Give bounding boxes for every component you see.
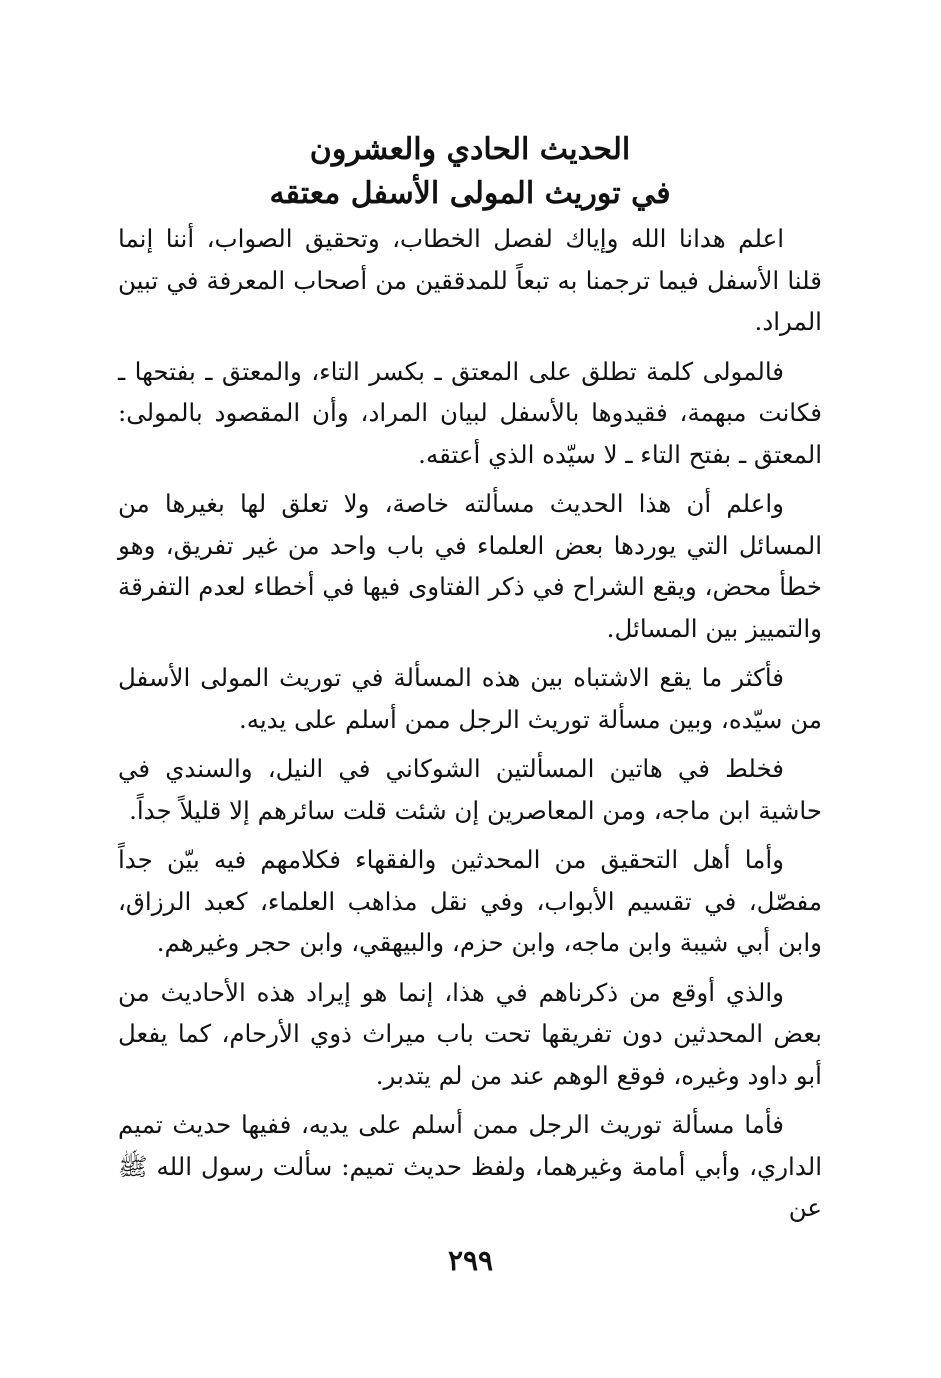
paragraph: والذي أوقع من ذكرناهم في هذا، إنما هو إيراد هذه الأحاديث من بعض المحدثين دون تفريقها تحت باب ميراث ذوي الأرحام، كما يفعل أبو داود وغيره، فوقع الوهم عند من لم يتدبر.: [118, 977, 822, 1090]
paragraph: فأما مسألة توريث الرجل ممن أسلم على يديه، ففيها حديث تميم الداري، وأبي أمامة وغيرهما، ولفظ حديث تميم: سألت رسول الله ﷺ عن: [118, 1110, 822, 1222]
paragraph: وأما أهل التحقيق من المحدثين والفقهاء فكلامهم فيه بيّن جداً مفصّل، في تقسيم الأبواب، وفي نقل مذاهب العلماء، كعبد الرزاق، وابن أبي شيبة وابن ماجه، وابن حزم، والبيهقي، وابن حجر وغيرهم.: [118, 845, 822, 957]
paragraph: واعلم أن هذا الحديث مسألته خاصة، ولا تعلق لها بغيرها من المسائل التي يوردها بعض العلماء في باب واحد من غير تفريق، وهو خطأ محض، ويقع الشراح في ذكر الفتاوى فيها في أخطاء لعدم التفرقة والتمييز بين المسائل.: [118, 489, 822, 643]
page-body: [118, 128, 822, 1237]
chapter-subtitle: في توريث المولى الأسفل معتقه: [269, 176, 671, 211]
paragraph: اعلم هدانا الله وإياك لفصل الخطاب، وتحقيق الصواب، أننا إنما قلنا الأسفل فيما ترجمنا به تبعاً للمدققين من أصحاب المعرفة في تبين المراد.: [118, 224, 822, 336]
paragraph: فالمولى كلمة تطلق على المعتق ـ بكسر التاء، والمعتق ـ بفتحها ـ فكانت مبهمة، فقيدوها بالأسفل لبيان المراد، وأن المقصود بالمولى: المعتق ـ بفتح التاء ـ لا سيّده الذي أعتقه.: [118, 356, 822, 469]
paragraph: فخلط في هاتين المسألتين الشوكاني في النيل، والسندي في حاشية ابن ماجه، ومن المعاصرين إن شئت قلت سائرهم إلا قليلاً جداً.: [118, 754, 822, 825]
chapter-title: الحديث الحادي والعشرون: [309, 132, 631, 167]
paragraph: فأكثر ما يقع الاشتباه بين هذه المسألة في توريث المولى الأسفل من سيّده، وبين مسألة توريث الرجل ممن أسلم على يديه.: [118, 663, 822, 734]
page-number: ٢٩٩: [447, 1244, 494, 1277]
